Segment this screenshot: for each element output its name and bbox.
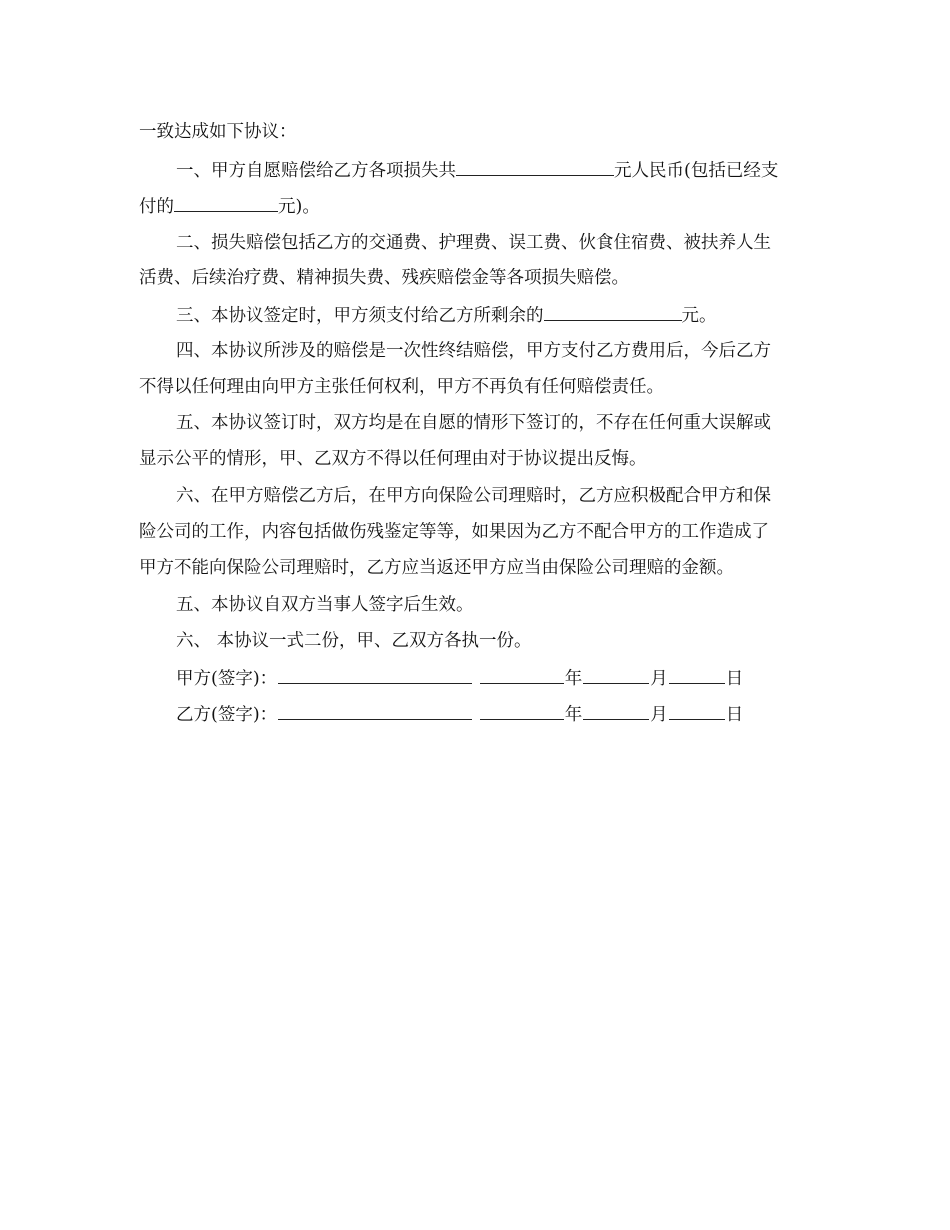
- clause-1-text-a: 一、甲方自愿赔偿给乙方各项损失共: [176, 161, 456, 181]
- party-a-signature-field[interactable]: [278, 665, 472, 684]
- amount-paid-blank[interactable]: [174, 193, 278, 212]
- party-a-year-label: 年: [564, 669, 583, 689]
- signature-row-party-a: [176, 665, 743, 691]
- party-b-signature-field[interactable]: [278, 701, 472, 720]
- clause-7-line: 五、本协议自双方当事人签字后生效。: [176, 595, 474, 615]
- clause-6-line-2: 险公司的工作，内容包括做伤残鉴定等等，如果因为乙方不配合甲方的工作造成了: [139, 522, 769, 542]
- party-b-year-field[interactable]: [480, 701, 564, 720]
- clause-1-text-d: 元)。: [278, 197, 320, 217]
- clause-1-text-c: 付的: [139, 197, 174, 217]
- party-a-day-field[interactable]: [669, 665, 725, 684]
- party-b-month-label: 月: [650, 705, 668, 725]
- party-b-label: 乙方(签字)：: [176, 705, 278, 725]
- party-b-day-label: 日: [725, 705, 744, 725]
- clause-3-line: [176, 302, 717, 328]
- party-b-month-field[interactable]: [583, 701, 649, 720]
- clause-1-text-b: 元人民币(包括已经支: [614, 161, 779, 181]
- party-b-year-label: 年: [564, 705, 583, 725]
- amount-remaining-blank[interactable]: [544, 302, 682, 321]
- clause-8-line: 六、 本协议一式二份，甲、乙双方各执一份。: [176, 631, 532, 651]
- clause-1-line-2: [139, 193, 320, 219]
- party-a-month-label: 月: [650, 669, 668, 689]
- clause-3-text-b: 元。: [681, 306, 717, 326]
- party-a-label: 甲方(签字)：: [176, 669, 278, 689]
- signature-row-party-b: [176, 701, 743, 727]
- clause-5-line-2: 显示公平的情形，甲、乙双方不得以任何理由对于协议提出反悔。: [139, 449, 647, 469]
- clause-3-text-a: 三、本协议签定时，甲方须支付给乙方所剩余的: [176, 306, 544, 326]
- party-a-month-field[interactable]: [583, 665, 649, 684]
- clause-2-line-1: 二、损失赔偿包括乙方的交通费、护理费、误工费、伙食住宿费、被扶养人生: [176, 233, 771, 253]
- clause-6-line-3: 甲方不能向保险公司理赔时，乙方应当返还甲方应当由保险公司理赔的金额。: [139, 558, 734, 578]
- clause-5-line-1: 五、本协议签订时，双方均是在自愿的情形下签订的，不存在任何重大误解或: [176, 413, 771, 433]
- clause-4-line-2: 不得以任何理由向甲方主张任何权利，甲方不再负有任何赔偿责任。: [139, 377, 664, 397]
- intro-text: 一致达成如下协议：: [139, 122, 297, 142]
- clause-1-line-1: [176, 157, 778, 183]
- amount-total-blank[interactable]: [456, 157, 614, 176]
- clause-2-line-2: 活费、后续治疗费、精神损失费、残疾赔偿金等各项损失赔偿。: [139, 268, 629, 288]
- party-b-day-field[interactable]: [669, 701, 725, 720]
- clause-4-line-1: 四、本协议所涉及的赔偿是一次性终结赔偿，甲方支付乙方费用后，今后乙方: [176, 341, 771, 361]
- party-a-day-label: 日: [725, 669, 744, 689]
- clause-6-line-1: 六、在甲方赔偿乙方后，在甲方向保险公司理赔时，乙方应积极配合甲方和保: [176, 486, 771, 506]
- party-a-year-field[interactable]: [480, 665, 564, 684]
